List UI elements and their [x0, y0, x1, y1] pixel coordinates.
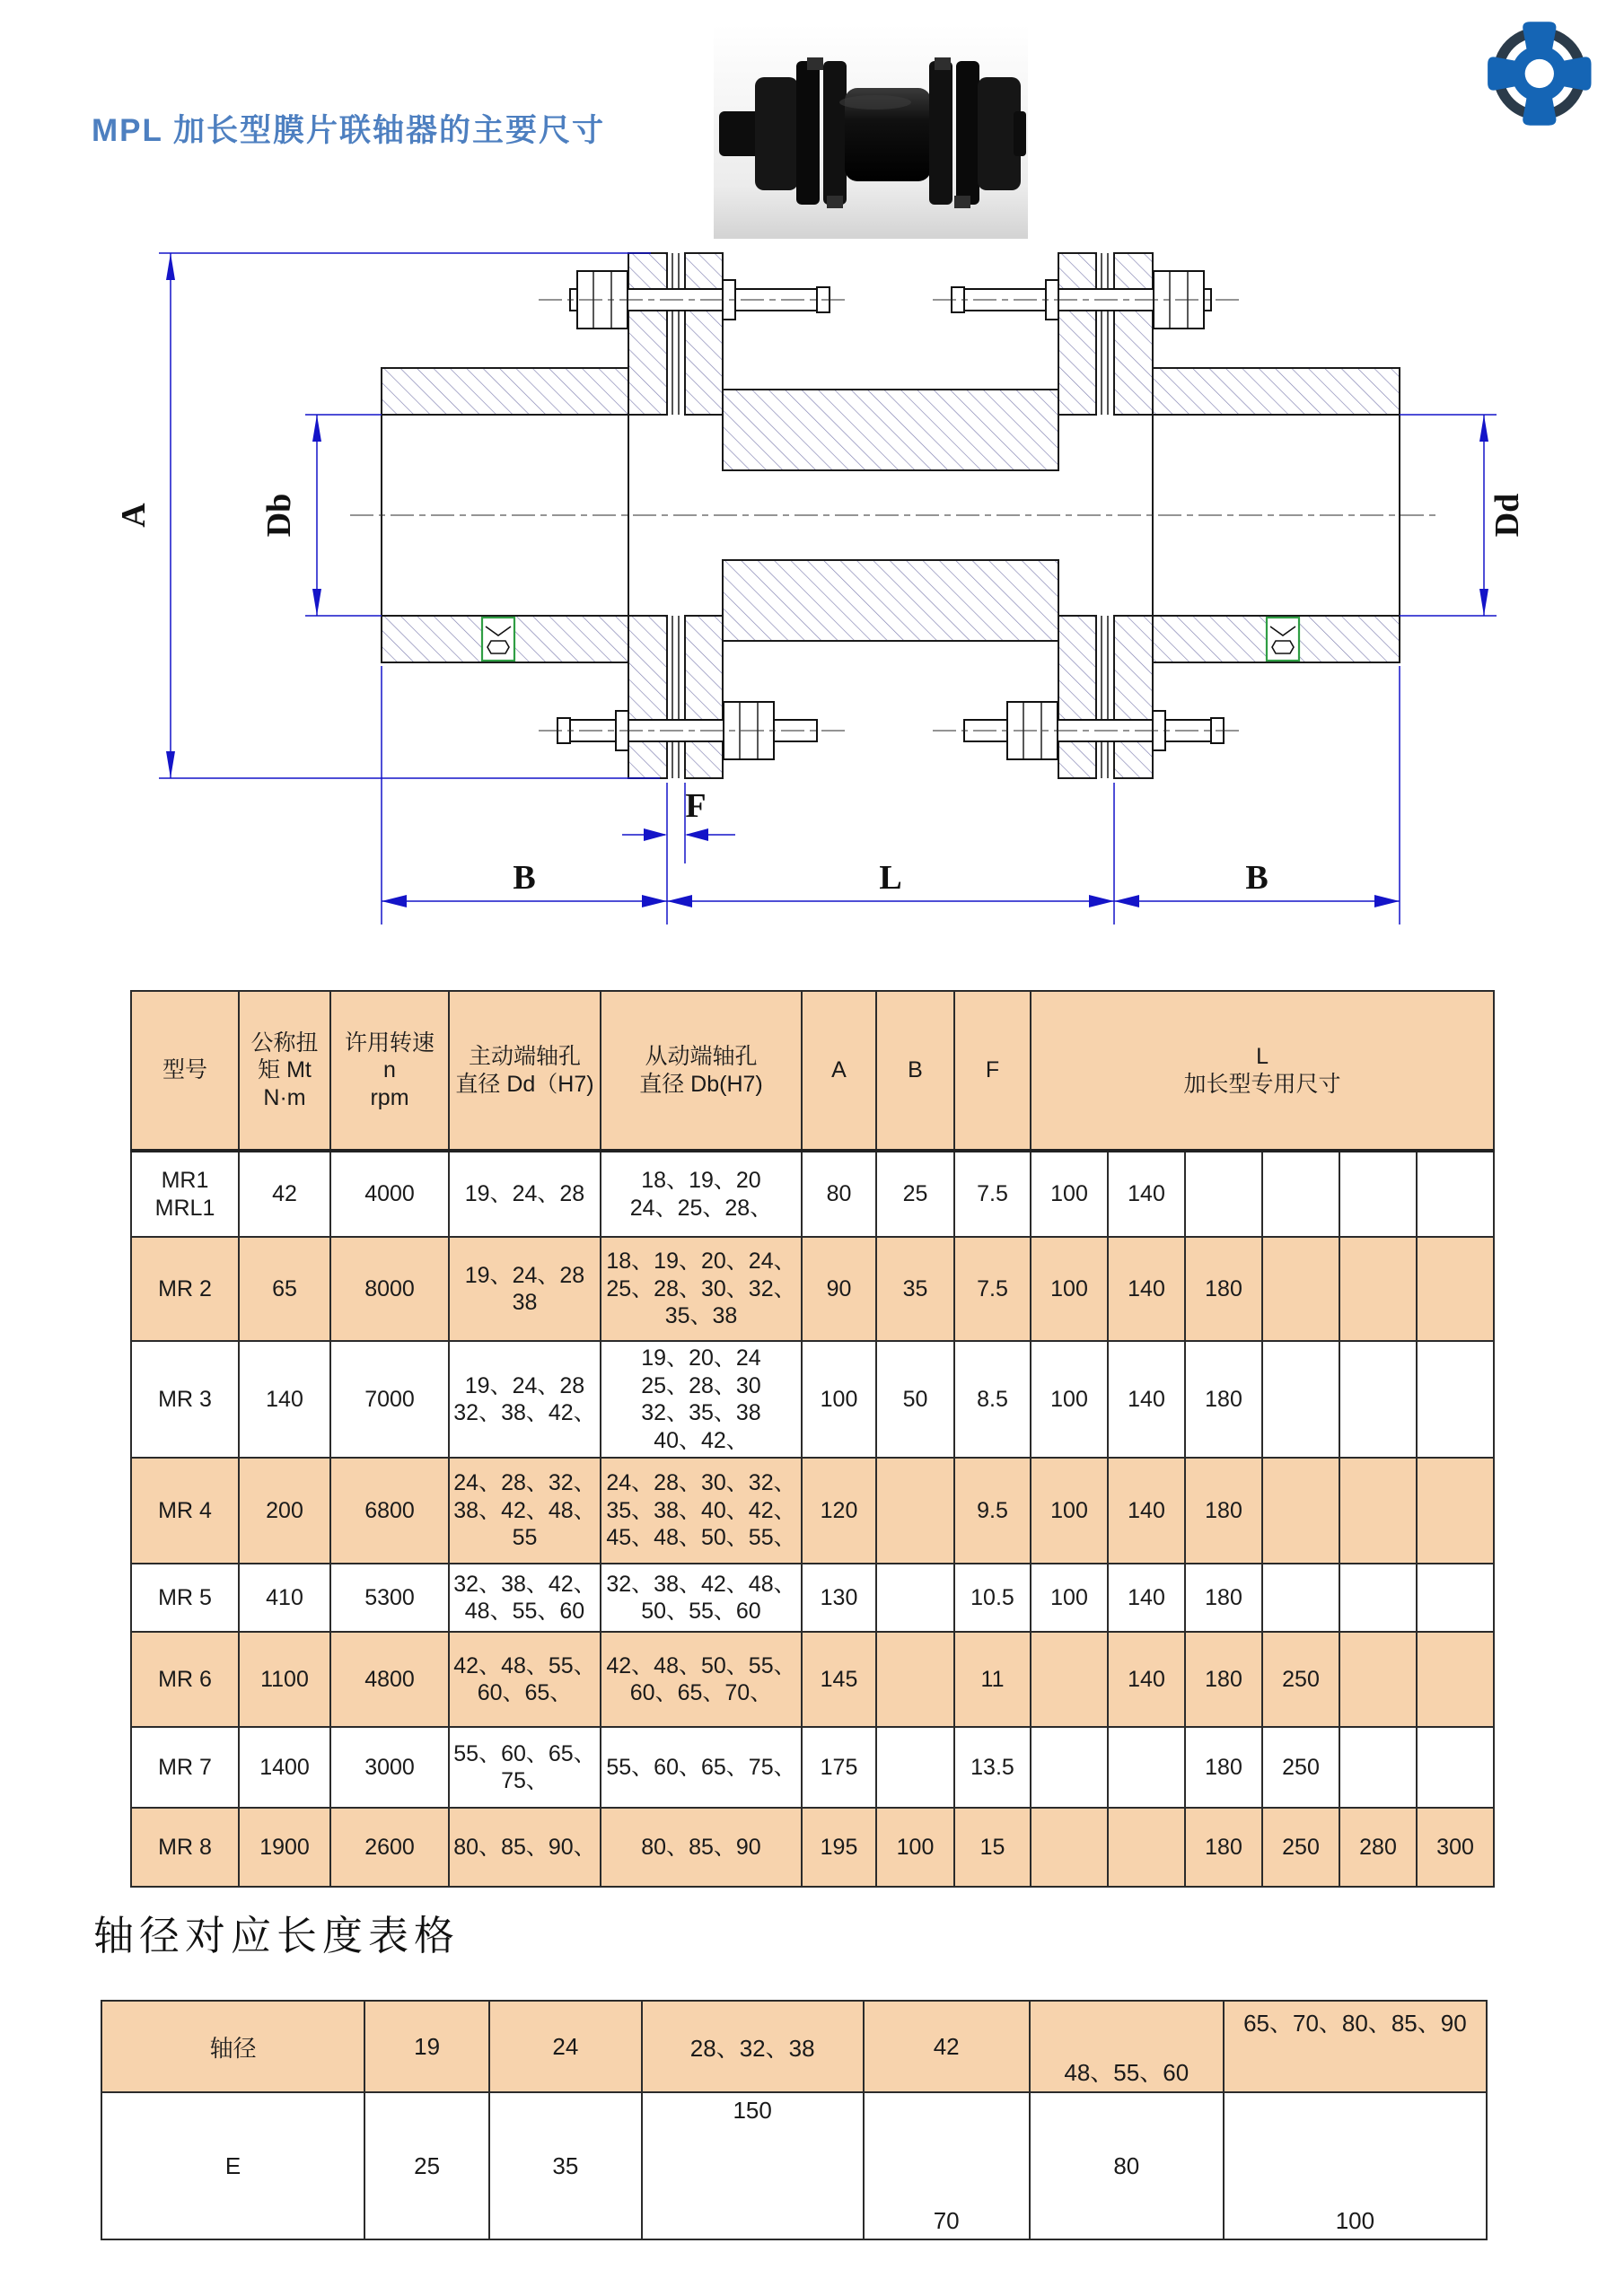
- cell-b: [876, 1632, 954, 1727]
- cell-f: 13.5: [954, 1727, 1031, 1808]
- cell-l: [1108, 1727, 1185, 1808]
- cell-l: [1339, 1151, 1417, 1237]
- header-f: F: [954, 991, 1031, 1151]
- cell-l: 300: [1417, 1808, 1494, 1887]
- cell-l: 140: [1108, 1458, 1185, 1564]
- cell-l: [1108, 1808, 1185, 1887]
- table-row: [131, 1237, 1494, 1341]
- cell-dd-bore: 19、24、28 38: [449, 1237, 601, 1341]
- dim-label-Dd: Dd: [1488, 493, 1526, 538]
- cell-l: 100: [1031, 1237, 1108, 1341]
- cell-l: 180: [1185, 1564, 1262, 1632]
- cell-speed: 4800: [330, 1632, 449, 1727]
- cell-l: [1339, 1237, 1417, 1341]
- dim-label-B-left: B: [513, 859, 536, 897]
- cell-l: [1339, 1632, 1417, 1727]
- cell-db-bore: 19、20、24 25、28、30 32、35、38 40、42、: [601, 1341, 802, 1458]
- cell-l: 140: [1108, 1564, 1185, 1632]
- cell-f: 15: [954, 1808, 1031, 1887]
- cell-l: 100: [1031, 1151, 1108, 1237]
- cell-l: 180: [1185, 1237, 1262, 1341]
- cell-b: [876, 1458, 954, 1564]
- cell-l: [1339, 1458, 1417, 1564]
- cell-l: [1262, 1151, 1339, 1237]
- cell-db-bore: 32、38、42、48、 50、55、60: [601, 1564, 802, 1632]
- length-value-cell: 70: [864, 2092, 1030, 2239]
- cell-speed: 5300: [330, 1564, 449, 1632]
- dim-label-A: A: [115, 503, 153, 528]
- cell-dd-bore: 19、24、28: [449, 1151, 601, 1237]
- cell-f: 11: [954, 1632, 1031, 1727]
- cell-l: 100: [1031, 1564, 1108, 1632]
- length-value-cell: 150: [642, 2092, 864, 2239]
- cell-torque: 65: [239, 1237, 330, 1341]
- cell-a: 175: [802, 1727, 876, 1808]
- cell-l: [1262, 1458, 1339, 1564]
- cell-l: [1031, 1632, 1108, 1727]
- cell-dd-bore: 19、24、28 32、38、42、: [449, 1341, 601, 1458]
- cell-speed: 7000: [330, 1341, 449, 1458]
- length-table-heading: 轴径对应长度表格: [93, 1914, 461, 1959]
- cell-torque: 1900: [239, 1808, 330, 1887]
- cell-l: [1417, 1341, 1494, 1458]
- cell-db-bore: 80、85、90: [601, 1808, 802, 1887]
- cell-model: MR 8: [131, 1808, 239, 1887]
- cell-l: [1031, 1808, 1108, 1887]
- cell-l: [1262, 1237, 1339, 1341]
- cell-l: [1031, 1727, 1108, 1808]
- table-row: [131, 1808, 1494, 1887]
- table-row: [101, 2001, 1487, 2092]
- header-speed: 许用转速 n rpm: [330, 991, 449, 1151]
- cell-l: [1262, 1341, 1339, 1458]
- cell-model: MR 6: [131, 1632, 239, 1727]
- cell-b: 35: [876, 1237, 954, 1341]
- cell-l: [1417, 1151, 1494, 1237]
- cell-dd-bore: 42、48、55、 60、65、: [449, 1632, 601, 1727]
- cell-dd-bore: 24、28、32、 38、42、48、 55: [449, 1458, 601, 1564]
- cell-l: 180: [1185, 1727, 1262, 1808]
- cell-db-bore: 42、48、50、55、 60、65、70、: [601, 1632, 802, 1727]
- length-header-cell: 轴径: [101, 2001, 364, 2092]
- cell-l: 180: [1185, 1341, 1262, 1458]
- cell-b: 50: [876, 1341, 954, 1458]
- length-header-cell: 19: [364, 2001, 489, 2092]
- cell-l: 250: [1262, 1632, 1339, 1727]
- cell-l: [1339, 1564, 1417, 1632]
- cell-b: [876, 1564, 954, 1632]
- header-db-bore: 从动端轴孔 直径 Db(H7): [601, 991, 802, 1151]
- header-a: A: [802, 991, 876, 1151]
- cell-speed: 4000: [330, 1151, 449, 1237]
- cell-l: 180: [1185, 1458, 1262, 1564]
- header-dd-bore: 主动端轴孔 直径 Dd（H7): [449, 991, 601, 1151]
- length-header-cell: 65、70、80、85、90: [1224, 2001, 1487, 2092]
- cell-b: 25: [876, 1151, 954, 1237]
- cell-l: 180: [1185, 1632, 1262, 1727]
- cell-l: 280: [1339, 1808, 1417, 1887]
- cell-model: MR 4: [131, 1458, 239, 1564]
- cell-dd-bore: 80、85、90、: [449, 1808, 601, 1887]
- cell-model: MR 5: [131, 1564, 239, 1632]
- cell-b: [876, 1727, 954, 1808]
- cell-torque: 42: [239, 1151, 330, 1237]
- cell-l: 140: [1108, 1151, 1185, 1237]
- shaft-length-table: [101, 2000, 1488, 2240]
- product-photo: [714, 25, 1028, 239]
- length-value-cell: 80: [1030, 2092, 1224, 2239]
- cell-l: 140: [1108, 1237, 1185, 1341]
- cell-torque: 410: [239, 1564, 330, 1632]
- cell-l: 140: [1108, 1632, 1185, 1727]
- table-row: [131, 1727, 1494, 1808]
- cell-speed: 8000: [330, 1237, 449, 1341]
- cell-l: [1339, 1727, 1417, 1808]
- cell-a: 90: [802, 1237, 876, 1341]
- cell-db-bore: 24、28、30、32、 35、38、40、42、 45、48、50、55、: [601, 1458, 802, 1564]
- cell-a: 80: [802, 1151, 876, 1237]
- cell-db-bore: 18、19、20 24、25、28、: [601, 1151, 802, 1237]
- cell-f: 8.5: [954, 1341, 1031, 1458]
- cell-l: [1185, 1151, 1262, 1237]
- cell-b: 100: [876, 1808, 954, 1887]
- header-torque: 公称扭 矩 Mt N·m: [239, 991, 330, 1151]
- cell-speed: 3000: [330, 1727, 449, 1808]
- cell-l: [1417, 1458, 1494, 1564]
- main-dimension-table: [130, 990, 1495, 1888]
- length-header-cell: 48、55、60: [1030, 2001, 1224, 2092]
- coupling-logo-icon: [1472, 20, 1602, 127]
- header-l: L 加长型专用尺寸: [1031, 991, 1494, 1151]
- table-row: [131, 1564, 1494, 1632]
- cell-l: [1339, 1341, 1417, 1458]
- cell-a: 100: [802, 1341, 876, 1458]
- cell-model: MR 2: [131, 1237, 239, 1341]
- table-row: [131, 1151, 1494, 1237]
- dim-label-F: F: [685, 787, 707, 825]
- cell-speed: 6800: [330, 1458, 449, 1564]
- cell-f: 7.5: [954, 1151, 1031, 1237]
- length-value-cell: 35: [489, 2092, 642, 2239]
- length-value-cell: 100: [1224, 2092, 1487, 2239]
- cell-model: MR 3: [131, 1341, 239, 1458]
- cell-torque: 200: [239, 1458, 330, 1564]
- cell-l: [1417, 1564, 1494, 1632]
- cell-a: 195: [802, 1808, 876, 1887]
- cell-dd-bore: 55、60、65、 75、: [449, 1727, 601, 1808]
- length-header-cell: 28、32、38: [642, 2001, 864, 2092]
- cell-speed: 2600: [330, 1808, 449, 1887]
- header-b: B: [876, 991, 954, 1151]
- length-value-cell: 25: [364, 2092, 489, 2239]
- cell-l: [1417, 1727, 1494, 1808]
- cell-l: [1417, 1632, 1494, 1727]
- cell-torque: 1100: [239, 1632, 330, 1727]
- cell-l: 100: [1031, 1458, 1108, 1564]
- cell-dd-bore: 32、38、42、 48、55、60: [449, 1564, 601, 1632]
- dim-label-L: L: [879, 859, 902, 897]
- cell-db-bore: 55、60、65、75、: [601, 1727, 802, 1808]
- dim-label-Db: Db: [260, 493, 298, 538]
- page-title: MPL 加长型膜片联轴器的主要尺寸: [92, 113, 605, 148]
- cell-torque: 1400: [239, 1727, 330, 1808]
- cell-l: 250: [1262, 1727, 1339, 1808]
- cell-l: 250: [1262, 1808, 1339, 1887]
- table-row: [131, 1632, 1494, 1727]
- cell-torque: 140: [239, 1341, 330, 1458]
- cell-f: 7.5: [954, 1237, 1031, 1341]
- cell-f: 10.5: [954, 1564, 1031, 1632]
- coupling-photo-image: [714, 25, 1028, 239]
- length-header-cell: 42: [864, 2001, 1030, 2092]
- cell-model: MR1 MRL1: [131, 1151, 239, 1237]
- coupling-section-drawing: [85, 235, 1535, 958]
- technical-drawing: [85, 235, 1535, 958]
- cell-l: 140: [1108, 1341, 1185, 1458]
- cell-l: [1262, 1564, 1339, 1632]
- company-logo: [1472, 20, 1602, 127]
- cell-f: 9.5: [954, 1458, 1031, 1564]
- cell-a: 120: [802, 1458, 876, 1564]
- table-row: [131, 1341, 1494, 1458]
- dim-label-B-right: B: [1245, 859, 1268, 897]
- table-row: [101, 2092, 1487, 2239]
- cell-a: 130: [802, 1564, 876, 1632]
- length-value-cell: E: [101, 2092, 364, 2239]
- length-header-cell: 24: [489, 2001, 642, 2092]
- cell-a: 145: [802, 1632, 876, 1727]
- header-model: 型号: [131, 991, 239, 1151]
- cell-l: 100: [1031, 1341, 1108, 1458]
- cell-l: 180: [1185, 1808, 1262, 1887]
- cell-model: MR 7: [131, 1727, 239, 1808]
- cell-db-bore: 18、19、20、24、 25、28、30、32、 35、38: [601, 1237, 802, 1341]
- cell-l: [1417, 1237, 1494, 1341]
- table-row: [131, 1458, 1494, 1564]
